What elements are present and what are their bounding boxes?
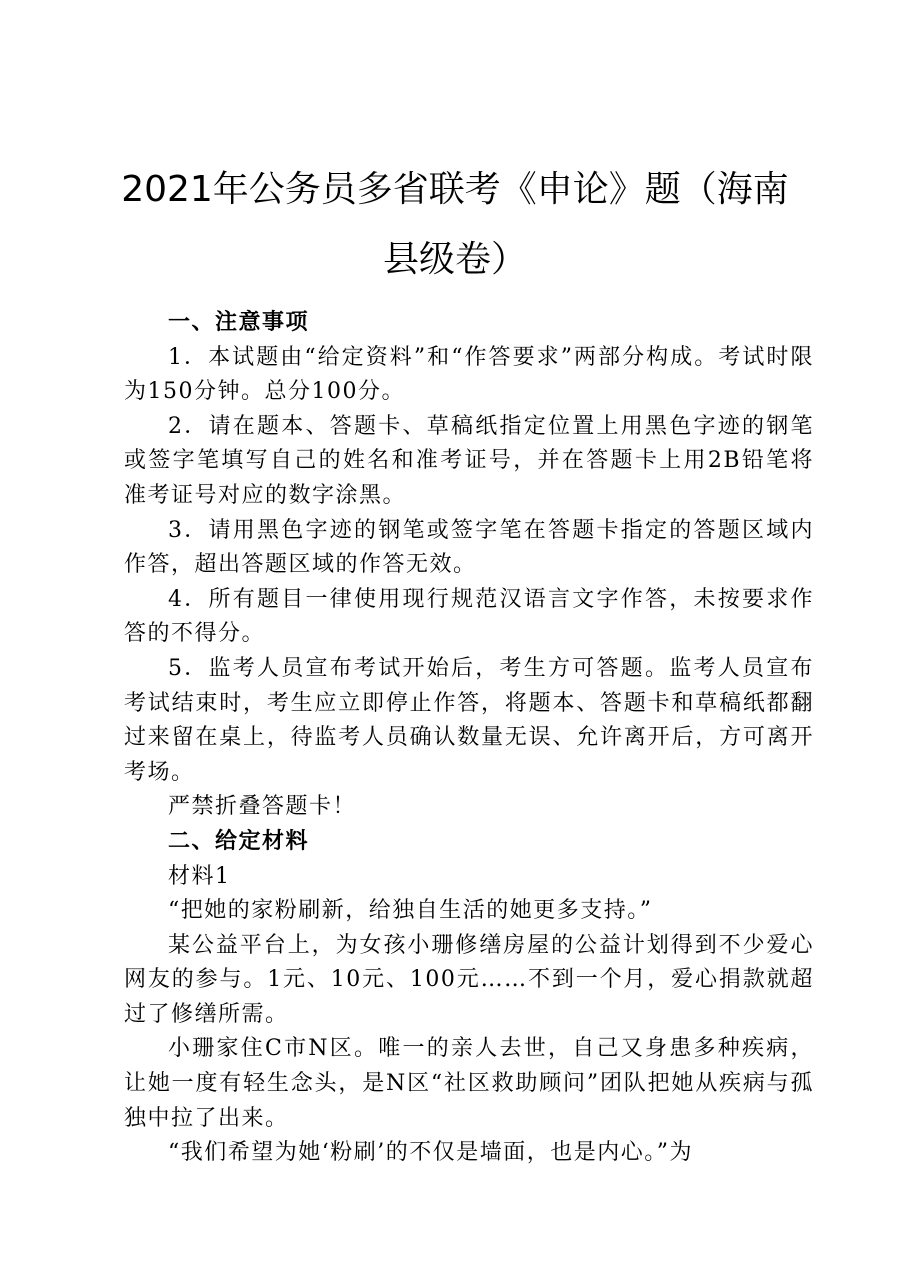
notice-item-2: 2．请在题本、答题卡、草稿纸指定位置上用黑色字迹的钢笔或签字笔填写自己的姓名和准考证号，并在答题卡上用2B铅笔将准考证号对应的数字涂黑。 — [124, 413, 814, 508]
notice-warning: 严禁折叠答题卡！ — [168, 794, 357, 820]
notice-item-3: 3．请用黑色字迹的钢笔或签字笔在答题卡指定的答题区域内作答，超出答题区域的作答无效。 — [124, 517, 814, 578]
material-paragraph: 某公益平台上，为女孩小珊修缮房屋的公益计划得到不少爱心网友的参与。1元、10元、100元……不到一个月，爱心捐款就超过了修缮所需。 — [124, 932, 814, 1027]
section-heading-material: 二、给定材料 — [168, 828, 310, 854]
document-body — [124, 306, 814, 1171]
material-paragraph: “我们希望为她‘粉刷’的不仅是墙面，也是内心。”为 — [168, 1140, 693, 1166]
material-paragraph: “把她的家粉刷新，给独自生活的她更多支持。” — [168, 898, 653, 924]
material-label: 材料1 — [168, 863, 231, 889]
notice-item-1: 1．本试题由“给定资料”和“作答要求”两部分构成。考试时限为150分钟。总分100分。 — [124, 344, 814, 405]
section-heading-notice: 一、注意事项 — [168, 310, 310, 335]
notice-item-5: 5．监考人员宣布考试开始后，考生方可答题。监考人员宣布考试结束时，考生应立即停止作答，将题本、答题卡和草稿纸都翻过来留在桌上，待监考人员确认数量无误、允许离开后，方可离开考场。 — [124, 655, 814, 785]
document-title: 2021年公务员多省联考《申论》题（海南县级卷） — [121, 169, 789, 280]
notice-item-4: 4．所有题目一律使用现行规范汉语言文字作答，未按要求作答的不得分。 — [124, 586, 814, 647]
material-paragraph: 小珊家住C市N区。唯一的亲人去世，自己又身患多种疾病，让她一度有轻生念头，是N区“社区救助顾问”团队把她从疾病与孤独中拉了出来。 — [124, 1036, 814, 1131]
